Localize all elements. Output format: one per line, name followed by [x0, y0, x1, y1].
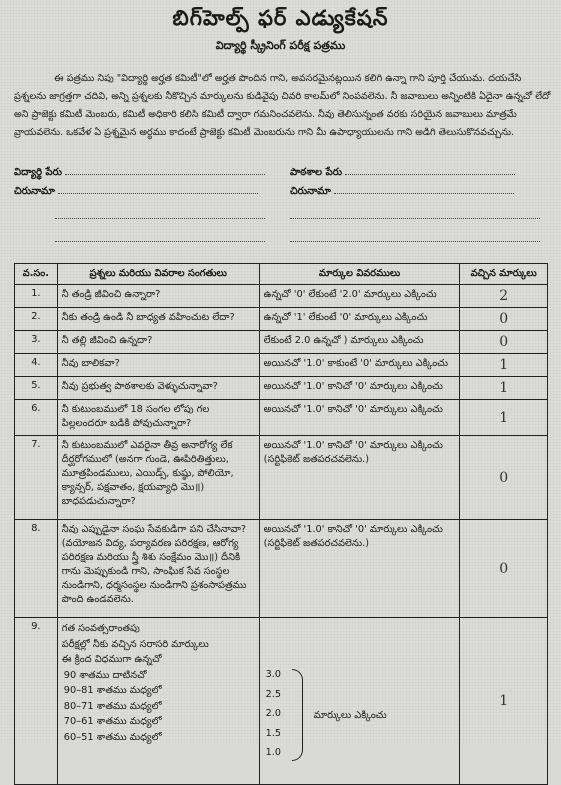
school-name-field[interactable]: [290, 166, 515, 180]
row-marks-cell[interactable]: [460, 308, 548, 331]
instructions-paragraph: ఈ పత్రము నిపు "విద్యార్థి అర్హత కమిటీ"లో అర్హత పొందిన గాని, అవసరమైనట్లయిన కలిగి ఉన్నా గాని పూర్తి చేయుమ. దయచేసి ప్రశ్నలను జాగ్రత్తగా చదివి, అన్ని ప్రశ్నలకు నీకొచ్చిన మార్కులను కుడివైపు చివరి కాలమ్‌లో నింపవలెను. నీ జవాబులు అన్నింటికి ఏదైనా ఉన్నచో లేదో అని ప్రాజెక్టు కమిటీ మెంబరు, కమిటీ అధికారి కలిసి కమిటీ ద్వారా గమనించవలెను. నీవు తెలిసున్నంత వరకు సరియైన జవాబులు మాత్రమే వ్రాయవలెను. ఒకవేళ ఏ ప్రశ్నమైన అర్థము కాదంటే ప్రాజెక్టు కమిటీ మెంబరును గాని మీ ఉపాధ్యాయులను గాని అడిగి తెలుసుకొనవచ్చును.: [14, 73, 551, 138]
row-marks-rule: ఉన్నచో '0' లేకుంటే '2.0' మార్కులు ఎక్కించు: [259, 285, 460, 308]
grades-heading-1: గత సంవత్సరాంతపు: [61, 623, 140, 634]
student-name-value: [65, 174, 265, 175]
school-address-value: [334, 193, 514, 194]
row-number: 5.: [15, 377, 58, 400]
row-mark-value: 0: [499, 560, 509, 577]
row-question: నీవు ఎప్పుడైనా సంఘ సేవకుడిగా పని చేసినావా? (వయోజన విద్య, పర్యావరణ పరిరక్షణ, ఆరోగ్య పరిరక్షణ మరియు స్త్రీ శిశు సంక్షేమం మొ॥) దీనికి గాను మెప్పుకుండి గాని, సాంఘిక సేవ సంస్థల నుండిగాని, ధర్మసంస్థల నుండిగాని ప్రశంసాపత్రము పొంది ఉండవలెను.: [57, 520, 259, 618]
row-marks-cell[interactable]: [460, 331, 548, 354]
row-marks-rule: అయినచో '1.0' కానిచో '0' మార్కులు ఎక్కించు (సర్టిఫికెట్ జతపరచవలెను.): [259, 520, 460, 618]
row-question: నీ తల్లి జీవించి ఉన్నదా?: [57, 331, 259, 354]
row-number: 8.: [15, 520, 58, 618]
row-number: 3.: [15, 331, 58, 354]
row-marks-rule: అయినచో '1.0' కాకుంటే '0' మార్కులు ఎక్కించు: [259, 354, 460, 377]
row-marks-cell[interactable]: [460, 377, 548, 400]
table-row: [15, 285, 548, 308]
brace-icon: [292, 669, 303, 761]
row-question: నీ తండ్రి జీవించి ఉన్నారా?: [57, 285, 259, 308]
school-address-label: చిరునామా: [290, 186, 331, 197]
table-row: [15, 354, 548, 377]
row-marks-cell[interactable]: [460, 400, 548, 436]
table-row: [15, 618, 548, 785]
school-name-label: పాఠశాల పేరు: [290, 167, 343, 178]
school-address-line-3[interactable]: [290, 241, 540, 242]
row-marks-rule: లేకుంటే 2.0 ఉన్నచో ) మార్కులు ఎక్కించు: [259, 331, 460, 354]
row-number: 6.: [15, 400, 58, 436]
grades-award-note: మార్కులు ఎక్కించు: [313, 710, 387, 721]
row-question: నీ కుటుంబములో ఎవరైనా తీవ్ర అనారోగ్య లేక దీర్ఘరోగములో (అనగా గుండె, ఊపిరితిత్తులు, మూత్రపిండములు, ఎయిడ్స్, కుష్ఠు, పోలియో, క్యాన్సర్, పక్షవాతం, క్షయవ్యాధి మొ॥) బాధపడుచున్నారా?: [57, 436, 259, 520]
grade-score: 3.0: [265, 669, 281, 680]
school-address-line-2[interactable]: [290, 218, 540, 219]
row-marks-cell[interactable]: [460, 520, 548, 618]
row-mark-value: 1: [499, 409, 509, 426]
grade-range: 60–51 శాతము మధ్యలో: [63, 731, 162, 743]
address-line-2[interactable]: [55, 218, 265, 219]
student-name-label: విద్యార్థి పేరు: [14, 167, 63, 178]
row-mark-value: 0: [499, 334, 509, 350]
address-label: చిరునామా: [14, 186, 55, 197]
school-name-value: [345, 174, 515, 175]
row-marks-rule: [259, 618, 460, 785]
questions-table: [14, 263, 548, 785]
row-mark-value: 0: [499, 311, 509, 327]
grade-range: 90–81 శాతము మధ్యలో: [63, 685, 162, 696]
row-question: నీ కుటుంబములో 18 సంగల లోపు గల పిల్లలందరూ బడికి పోవుచున్నారా?: [57, 400, 259, 436]
col-header-marks-obtained: వచ్చిన మార్కులు: [460, 264, 548, 285]
row-number: 1.: [15, 285, 58, 308]
table-row: [15, 377, 548, 400]
row-marks-rule: అయినచో '1.0' కానిచో '0' మార్కులు ఎక్కించు: [259, 400, 460, 436]
table-row: [15, 331, 548, 354]
row-question: నీవు ప్రభుత్వ పాఠశాలకు వెళ్ళుచున్నావా?: [57, 377, 259, 400]
row-number: 4.: [15, 354, 58, 377]
row-mark-value: 0: [499, 469, 509, 486]
table-row: [15, 400, 548, 436]
row-question: నీకు తండ్రి ఉండి నీ బాధ్యత వహించుట లేదా?: [57, 308, 259, 331]
table-row: [15, 436, 548, 520]
table-row: [15, 520, 548, 618]
address-line-3[interactable]: [55, 241, 265, 242]
address-field[interactable]: [14, 185, 258, 199]
grade-range: 90 శాతము దాటినచో: [63, 669, 147, 681]
grades-heading-2: పరీక్షల్లో నీకు వచ్చిన సరాసరి మార్కులు: [61, 638, 209, 650]
student-name-field[interactable]: [14, 166, 265, 180]
row-number: 7.: [15, 436, 58, 520]
row-mark-value: 2: [499, 288, 509, 304]
form-subtitle: విద్యార్థి స్క్రీనింగ్ పరీక్ష పత్రము: [215, 39, 346, 52]
row-mark-value: 1: [499, 380, 509, 396]
row-question: నీవు బాలికవా?: [57, 354, 259, 377]
school-address-field[interactable]: [290, 185, 514, 199]
form-title: బిగ్‌హెల్ప్ ఫర్ ఎడ్యుకేషన్: [172, 6, 389, 30]
grade-score: 2.0: [265, 708, 281, 719]
col-header-sno: వ.సం.: [15, 264, 58, 285]
row-marks-cell[interactable]: [460, 354, 548, 377]
address-value: [58, 193, 258, 194]
row-number: 2.: [15, 308, 58, 331]
grades-heading-3: ఈ క్రింద విధముగా ఉన్నచో: [61, 654, 162, 665]
grade-score: 2.5: [265, 688, 281, 700]
row-marks-rule: అయినచో '1.0' కానిచో '0' మార్కులు ఎక్కించు (సర్టిఫికెట్ జతపరచవలెను.): [259, 436, 460, 520]
col-header-question: ప్రశ్నలు మరియు వివరాల సంగతులు: [57, 264, 259, 285]
row-marks-rule: అయినచో '1.0' కానిచో '0' మార్కులు ఎక్కించు: [259, 377, 460, 400]
row-mark-value: 1: [499, 693, 509, 709]
row-mark-value: 1: [499, 357, 509, 373]
table-row: [15, 308, 548, 331]
row-marks-cell[interactable]: [460, 285, 548, 308]
row-marks-rule: ఉన్నచో '1' లేకుంటే '0' మార్కులు ఎక్కించు: [259, 308, 460, 331]
grade-range: 70–61 శాతము మధ్యలో: [63, 716, 162, 727]
col-header-marks-details: మార్కుల వివరములు: [259, 264, 460, 285]
grade-range: 80–71 శాతము మధ్యలో: [63, 700, 162, 712]
row-question: [57, 618, 259, 785]
grade-score: 1.0: [265, 747, 281, 758]
row-marks-cell[interactable]: [460, 436, 548, 520]
row-marks-cell[interactable]: [460, 618, 548, 785]
row-number: 9.: [15, 618, 58, 785]
grade-score: 1.5: [265, 727, 281, 739]
